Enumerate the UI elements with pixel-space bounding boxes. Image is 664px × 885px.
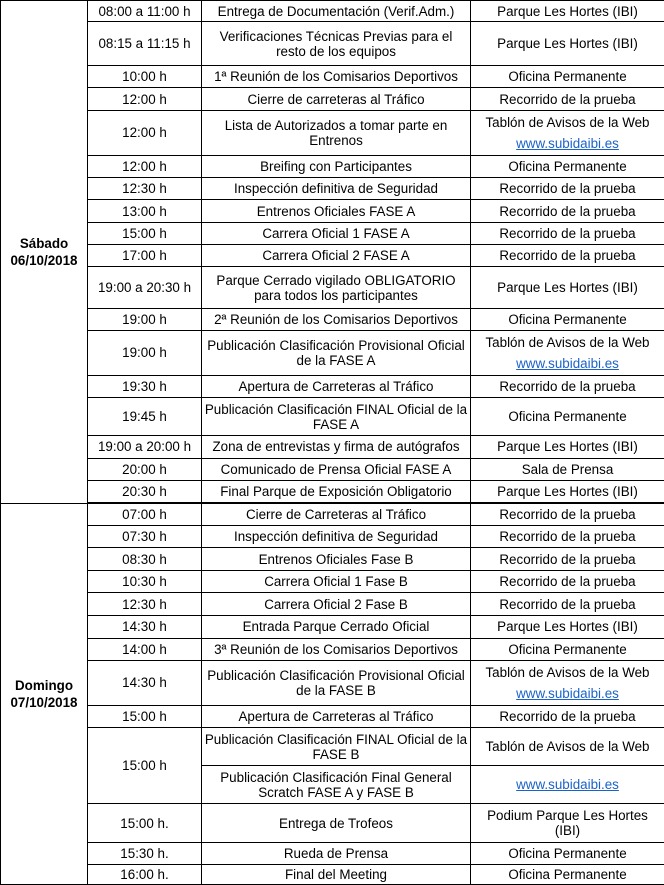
place-cell: Recorrido de la prueba — [471, 245, 664, 267]
event-cell: Entrenos Oficiales FASE A — [202, 200, 471, 223]
time-cell: 19:00 h — [88, 330, 202, 375]
time-cell: 14:00 h — [88, 638, 202, 660]
place-cell: Parque Les Hortes (IBI) — [471, 480, 664, 503]
place-cell: Oficina Permanente — [471, 155, 664, 177]
event-cell: Publicación Clasificación Provisional Oficial de la FASE B — [202, 660, 471, 705]
place-cell: Recorrido de la prueba — [471, 376, 664, 398]
time-cell: 15:30 h. — [88, 842, 202, 864]
day-date: 07/10/2018 — [10, 694, 78, 710]
place-cell: Recorrido de la prueba — [471, 593, 664, 616]
schedule-row — [1, 525, 664, 547]
schedule-row — [1, 571, 664, 593]
event-cell: Carrera Oficial 2 FASE A — [202, 245, 471, 267]
event-cell: Carrera Oficial 1 FASE A — [202, 223, 471, 245]
schedule-row — [1, 376, 664, 398]
place-cell: Recorrido de la prueba — [471, 177, 664, 199]
time-cell: 19:45 h — [88, 398, 202, 436]
time-cell: 14:30 h — [88, 660, 202, 705]
schedule-row — [1, 398, 664, 436]
time-cell: 12:00 h — [88, 88, 202, 110]
time-cell: 10:30 h — [88, 571, 202, 593]
schedule-row — [1, 155, 664, 177]
time-cell: 16:00 h. — [88, 864, 202, 884]
time-cell: 15:00 h — [88, 728, 202, 804]
schedule-row — [1, 705, 664, 727]
place-cell: Parque Les Hortes (IBI) — [471, 267, 664, 308]
event-cell: Parque Cerrado vigilado OBLIGATORIO para todos los participantes — [202, 267, 471, 308]
place-cell: Recorrido de la prueba — [471, 223, 664, 245]
event-cell: 2ª Reunión de los Comisarios Deportivos — [202, 308, 471, 330]
schedule-row — [1, 436, 664, 458]
event-cell: Verificaciones Técnicas Previas para el resto de los equipos — [202, 22, 471, 66]
schedule-row — [1, 223, 664, 245]
place-cell — [471, 110, 664, 155]
event-cell: Entrada Parque Cerrado Oficial — [202, 616, 471, 638]
schedule-row — [1, 660, 664, 705]
time-cell: 12:30 h — [88, 177, 202, 199]
event-cell: Entrega de Trofeos — [202, 804, 471, 842]
time-cell: 07:30 h — [88, 525, 202, 547]
time-cell: 15:00 h — [88, 705, 202, 727]
schedule-row — [1, 458, 664, 480]
website-link[interactable]: www.subidaibi.es — [516, 777, 619, 793]
time-cell: 14:30 h — [88, 616, 202, 638]
event-cell: Breifing con Participantes — [202, 155, 471, 177]
schedule-row — [1, 330, 664, 375]
schedule-row — [1, 616, 664, 638]
place-cell: Recorrido de la prueba — [471, 571, 664, 593]
schedule-row — [1, 200, 664, 223]
website-link[interactable]: www.subidaibi.es — [516, 685, 619, 701]
schedule-row — [1, 842, 664, 864]
place-cell: Parque Les Hortes (IBI) — [471, 436, 664, 458]
website-link[interactable]: www.subidaibi.es — [516, 135, 619, 151]
schedule-row — [1, 267, 664, 308]
schedule-row — [1, 593, 664, 616]
time-cell: 08:00 a 11:00 h — [88, 1, 202, 22]
place-cell: Oficina Permanente — [471, 842, 664, 864]
place-cell: Oficina Permanente — [471, 638, 664, 660]
schedule-row — [1, 728, 664, 766]
time-cell: 15:00 h — [88, 223, 202, 245]
place-cell: Parque Les Hortes (IBI) — [471, 1, 664, 22]
schedule-row — [1, 88, 664, 110]
day-cell — [1, 503, 88, 884]
event-cell: Inspección definitiva de Seguridad — [202, 177, 471, 199]
event-cell: Apertura de Carreteras al Tráfico — [202, 705, 471, 727]
schedule-row — [1, 804, 664, 842]
time-cell: 19:00 a 20:00 h — [88, 436, 202, 458]
time-cell: 19:30 h — [88, 376, 202, 398]
event-cell: Carrera Oficial 1 Fase B — [202, 571, 471, 593]
time-cell: 08:15 a 11:15 h — [88, 22, 202, 66]
time-cell: 20:00 h — [88, 458, 202, 480]
day-cell — [1, 1, 88, 504]
schedule-row — [1, 110, 664, 155]
place-cell: Tablón de Avisos de la Web — [471, 728, 664, 766]
place-cell: Oficina Permanente — [471, 398, 664, 436]
time-cell: 12:00 h — [88, 110, 202, 155]
time-cell: 19:00 a 20:30 h — [88, 267, 202, 308]
place-cell — [471, 330, 664, 375]
place-cell: Recorrido de la prueba — [471, 200, 664, 223]
schedule-row — [1, 480, 664, 503]
place-cell — [471, 660, 664, 705]
event-cell: Final Parque de Exposición Obligatorio — [202, 480, 471, 503]
event-cell: Publicación Clasificación Final General Scratch FASE A y FASE B — [202, 766, 471, 804]
time-cell: 13:00 h — [88, 200, 202, 223]
schedule-row — [1, 548, 664, 571]
time-cell: 10:00 h — [88, 66, 202, 88]
event-cell: Publicación Clasificación FINAL Oficial de la FASE A — [202, 398, 471, 436]
time-cell: 08:30 h — [88, 548, 202, 571]
schedule-row — [1, 245, 664, 267]
event-cell: 3ª Reunión de los Comisarios Deportivos — [202, 638, 471, 660]
event-cell: Final del Meeting — [202, 864, 471, 884]
event-cell: Publicación Clasificación Provisional Oficial de la FASE A — [202, 330, 471, 375]
event-cell: Entrenos Oficiales Fase B — [202, 548, 471, 571]
time-cell: 12:30 h — [88, 593, 202, 616]
event-cell: Comunicado de Prensa Oficial FASE A — [202, 458, 471, 480]
place-cell: Recorrido de la prueba — [471, 525, 664, 547]
place-cell: Podium Parque Les Hortes (IBI) — [471, 804, 664, 842]
event-cell: 1ª Reunión de los Comisarios Deportivos — [202, 66, 471, 88]
time-cell: 12:00 h — [88, 155, 202, 177]
place-text: Tablón de Avisos de la Web — [485, 114, 650, 130]
time-cell: 20:30 h — [88, 480, 202, 503]
schedule-row — [1, 864, 664, 884]
place-cell: Parque Les Hortes (IBI) — [471, 22, 664, 66]
event-cell: Inspección definitiva de Seguridad — [202, 525, 471, 547]
time-cell: 15:00 h. — [88, 804, 202, 842]
day-date: 06/10/2018 — [10, 252, 78, 268]
place-cell: Sala de Prensa — [471, 458, 664, 480]
schedule-row — [1, 1, 664, 22]
place-cell — [471, 766, 664, 804]
time-cell: 07:00 h — [88, 503, 202, 525]
event-cell: Lista de Autorizados a tomar parte en Entrenos — [202, 110, 471, 155]
event-cell: Apertura de Carreteras al Tráfico — [202, 376, 471, 398]
place-cell: Oficina Permanente — [471, 308, 664, 330]
place-text: Tablón de Avisos de la Web — [485, 664, 650, 680]
place-cell: Recorrido de la prueba — [471, 88, 664, 110]
place-text: Tablón de Avisos de la Web — [485, 334, 650, 350]
time-cell: 17:00 h — [88, 245, 202, 267]
place-cell: Oficina Permanente — [471, 66, 664, 88]
schedule-row — [1, 66, 664, 88]
website-link[interactable]: www.subidaibi.es — [516, 355, 619, 371]
schedule-row — [1, 638, 664, 660]
event-cell: Cierre de Carreteras al Tráfico — [202, 503, 471, 525]
schedule-row — [1, 503, 664, 525]
place-cell: Oficina Permanente — [471, 864, 664, 884]
event-cell: Carrera Oficial 2 Fase B — [202, 593, 471, 616]
event-cell: Rueda de Prensa — [202, 842, 471, 864]
schedule-row — [1, 177, 664, 199]
place-cell: Recorrido de la prueba — [471, 548, 664, 571]
place-cell: Recorrido de la prueba — [471, 503, 664, 525]
event-cell: Cierre de carreteras al Tráfico — [202, 88, 471, 110]
event-cell: Entrega de Documentación (Verif.Adm.) — [202, 1, 471, 22]
event-cell: Zona de entrevistas y firma de autógrafos — [202, 436, 471, 458]
event-cell: Publicación Clasificación FINAL Oficial de la FASE B — [202, 728, 471, 766]
schedule-row — [1, 22, 664, 66]
day-label: Sábado — [19, 235, 69, 251]
schedule-row — [1, 308, 664, 330]
day-label: Domingo — [14, 677, 73, 693]
place-cell: Parque Les Hortes (IBI) — [471, 616, 664, 638]
time-cell: 19:00 h — [88, 308, 202, 330]
place-cell: Recorrido de la prueba — [471, 705, 664, 727]
